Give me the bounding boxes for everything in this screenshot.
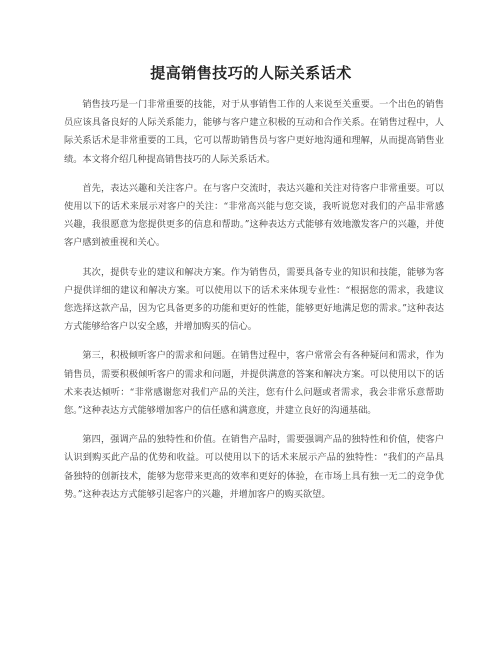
document-title: 提高销售技巧的人际关系话术 xyxy=(150,64,352,82)
paragraph-professional-advice: 其次，提供专业的建议和解决方案。作为销售员，需要具备专业的知识和技能，能够为客户提供详细的建议和解决方案。可以使用以下的话术来体现专业性：“根据您的需求，我建议您选择这款产品，因为它具备更多的功能和更好的性能，能够更好地满足您的需求。”这种表达方式能够给客户以安全感，并增加购买的信心。 xyxy=(64,266,444,333)
paragraph-show-interest: 首先，表达兴趣和关注客户。在与客户交流时，表达兴趣和关注对待客户非常重要。可以使用以下的话术来展示对客户的关注：“非常高兴能与您交谈，我听说您对我们的产品非常感兴趣，我很愿意为您提供更多的信息和帮助。”这种表达方式能够有效地激发客户的兴趣，并使客户感到被重视和关心。 xyxy=(64,182,444,249)
paragraph-product-value: 第四，强调产品的独特性和价值。在销售产品时，需要强调产品的独特性和价值，使客户认识到购买此产品的优势和收益。可以使用以下的话术来展示产品的独特性：“我们的产品具备独特的创新技术，能够为您带来更高的效率和更好的体验，在市场上具有独一无二的竞争优势。”这种表达方式能够引起客户的兴趣，并增加客户的购买欲望。 xyxy=(64,434,444,500)
document-body xyxy=(64,96,444,515)
paragraph-intro: 销售技巧是一门非常重要的技能，对于从事销售工作的人来说至关重要。一个出色的销售员应该具备良好的人际关系能力，能够与客户建立积极的互动和合作关系。在销售过程中，人际关系话术是非常重要的工具，它可以帮助销售员与客户更好地沟通和理解，从而提高销售业绩。本文将介绍几种提高销售技巧的人际关系话术。 xyxy=(64,99,444,165)
paragraph-active-listening: 第三，积极倾听客户的需求和问题。在销售过程中，客户常常会有各种疑问和需求，作为销售员，需要积极倾听客户的需求和问题，并提供满意的答案和解决方案。可以使用以下的话术来表达倾听：“非常感谢您对我们产品的关注，您有什么问题或者需求，我会非常乐意帮助您。”这种表达方式能够增加客户的信任感和满意度，并建立良好的沟通基础。 xyxy=(64,350,444,417)
